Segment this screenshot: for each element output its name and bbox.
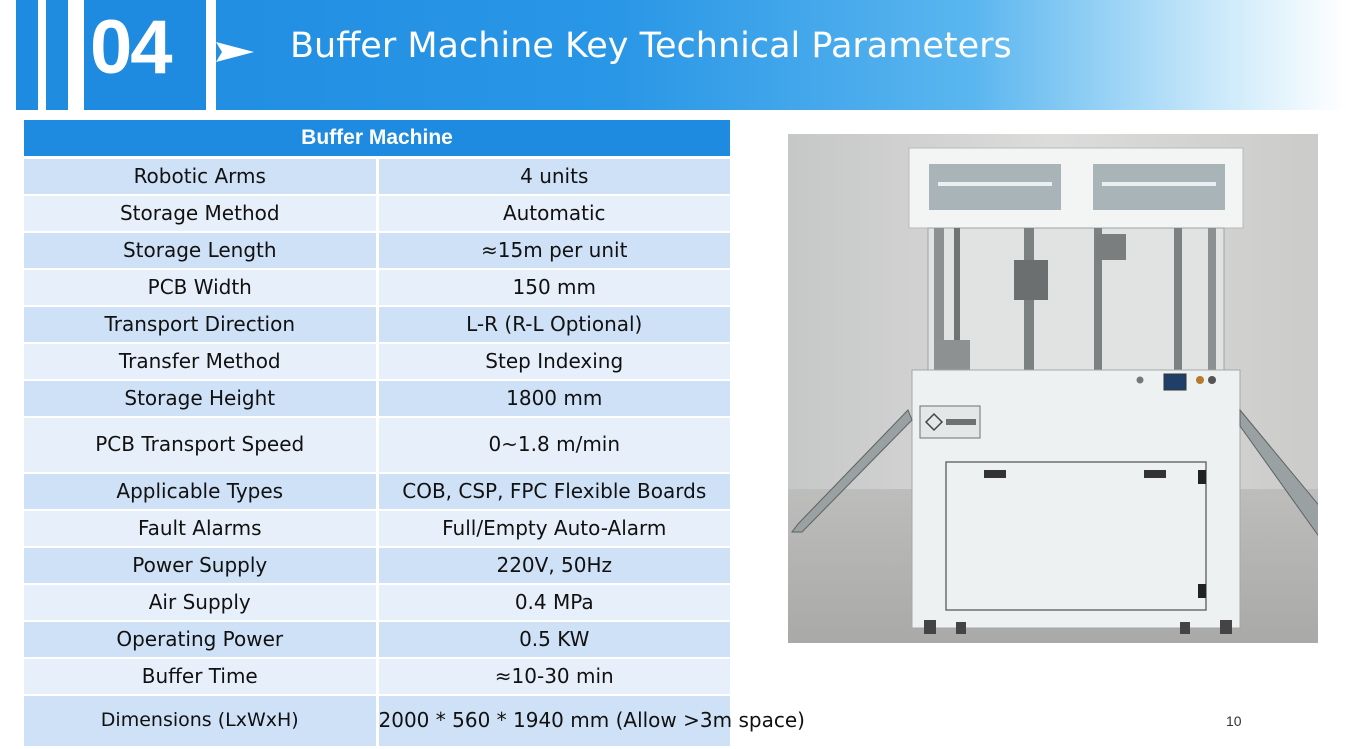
param-label: Power Supply [24,547,377,584]
param-value: Automatic [377,195,730,232]
param-label: Transport Direction [24,306,377,343]
table-row [24,417,730,473]
table-row [24,195,730,232]
param-value: 0.4 MPa [377,584,730,621]
table-row [24,695,730,747]
param-label: Robotic Arms [24,158,377,195]
param-label: Applicable Types [24,473,377,510]
param-label: Air Supply [24,584,377,621]
page-title: Buffer Machine Key Technical Parameters [290,26,1012,66]
param-value: 2000 * 560 * 1940 mm (Allow >3m space) [377,695,730,747]
table-row [24,510,730,547]
banner-stripe [68,0,76,110]
table-row [24,473,730,510]
table-row [24,584,730,621]
param-label: Fault Alarms [24,510,377,547]
buffer-machine-photo [788,134,1318,643]
param-value: Step Indexing [377,343,730,380]
banner-stripe [76,0,84,110]
banner-stripe [38,0,46,110]
param-label: Dimensions (LxWxH) [24,695,377,747]
param-value: L-R (R-L Optional) [377,306,730,343]
arrow-right-icon [216,38,256,66]
param-value: 4 units [377,158,730,195]
table-row [24,232,730,269]
param-value: ≈15m per unit [377,232,730,269]
param-value: COB, CSP, FPC Flexible Boards [377,473,730,510]
param-value: Full/Empty Auto-Alarm [377,510,730,547]
table-row [24,158,730,195]
param-label: Buffer Time [24,658,377,695]
param-label: Operating Power [24,621,377,658]
table-row [24,658,730,695]
param-label: Storage Length [24,232,377,269]
param-value: ≈10-30 min [377,658,730,695]
param-label: PCB Width [24,269,377,306]
page-number: 10 [1226,713,1242,729]
table-row [24,269,730,306]
param-value: 0.5 KW [377,621,730,658]
section-number: 04 [90,5,171,90]
param-label: Storage Height [24,380,377,417]
param-label: Storage Method [24,195,377,232]
table-header: Buffer Machine [24,120,730,158]
param-label: Transfer Method [24,343,377,380]
param-value: 0~1.8 m/min [377,417,730,473]
param-value: 150 mm [377,269,730,306]
table-row [24,621,730,658]
table-row [24,547,730,584]
param-value: 1800 mm [377,380,730,417]
table-row [24,343,730,380]
banner-stripe [206,0,216,110]
param-value: 220V, 50Hz [377,547,730,584]
param-label: PCB Transport Speed [24,417,377,473]
table-row [24,306,730,343]
parameters-table [24,120,805,748]
table-row [24,380,730,417]
